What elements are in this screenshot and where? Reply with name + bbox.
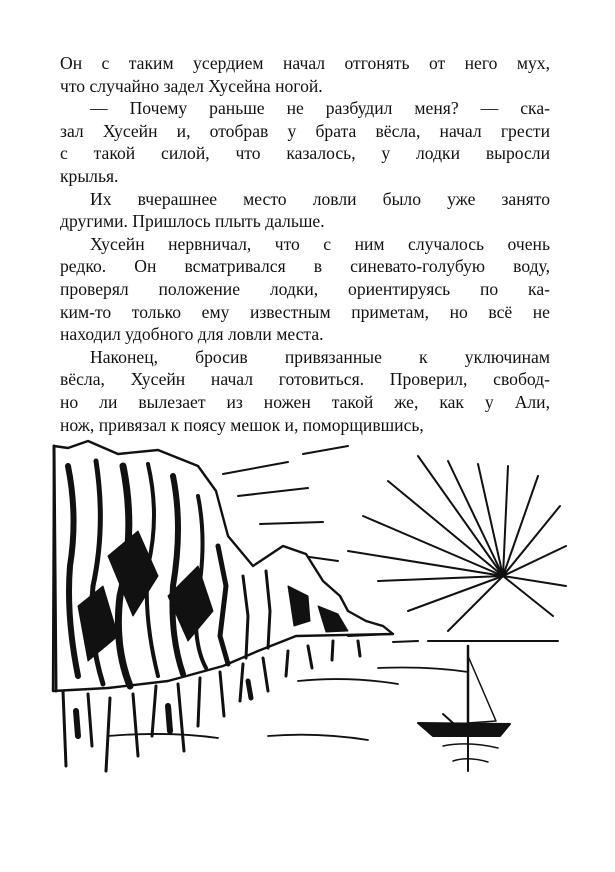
horizon	[348, 634, 558, 642]
sailboat	[418, 646, 510, 771]
text-line: находил удобного для ловли места.	[60, 324, 324, 345]
cliff-sailboat-illustration	[48, 436, 568, 781]
text-line: крылья.	[60, 165, 119, 186]
text-line: Их вчерашнее место ловли было уже занято	[90, 188, 550, 209]
text-line: проверял положение лодки, ориентируясь по ка-	[60, 278, 550, 299]
text-line: — Почему раньше не разбудил меня? — ска-	[90, 98, 550, 119]
text-line: вёсла, Хусейн начал готовиться. Проверил, свобод-	[60, 369, 550, 390]
paragraph-2	[60, 97, 550, 187]
text-line: Он с таким усердием начал отгонять от него мух,	[60, 53, 550, 73]
text-line: другими. Пришлось плыть дальше.	[60, 211, 325, 232]
text-line: редко. Он всматривался в синевато-голубую воду,	[60, 256, 550, 277]
paragraph-3	[60, 188, 550, 233]
text-line: ким-то только ему известным приметам, но всё не	[60, 301, 550, 322]
text-line: что случайно задел Хусейна ногой.	[60, 75, 323, 96]
text-line: но ли вылезает из ножен такой же, как у Али,	[60, 391, 550, 412]
body-text	[60, 52, 550, 436]
text-line: с такой силой, что казалось, у лодки выросли	[60, 143, 550, 164]
text-line: зал Хусейн и, отобрав у брата вёсла, начал грести	[60, 120, 550, 141]
text-line: Наконец, бросив привязанные к уключинам	[90, 346, 550, 367]
paragraph-1	[60, 52, 550, 97]
paragraph-4	[60, 233, 550, 346]
text-line: нож, привязал к поясу мешок и, поморщившись,	[60, 414, 424, 435]
paragraph-5	[60, 346, 550, 436]
text-line: Хусейн нервничал, что с ним случалось очень	[90, 233, 550, 254]
cliff	[53, 441, 393, 691]
